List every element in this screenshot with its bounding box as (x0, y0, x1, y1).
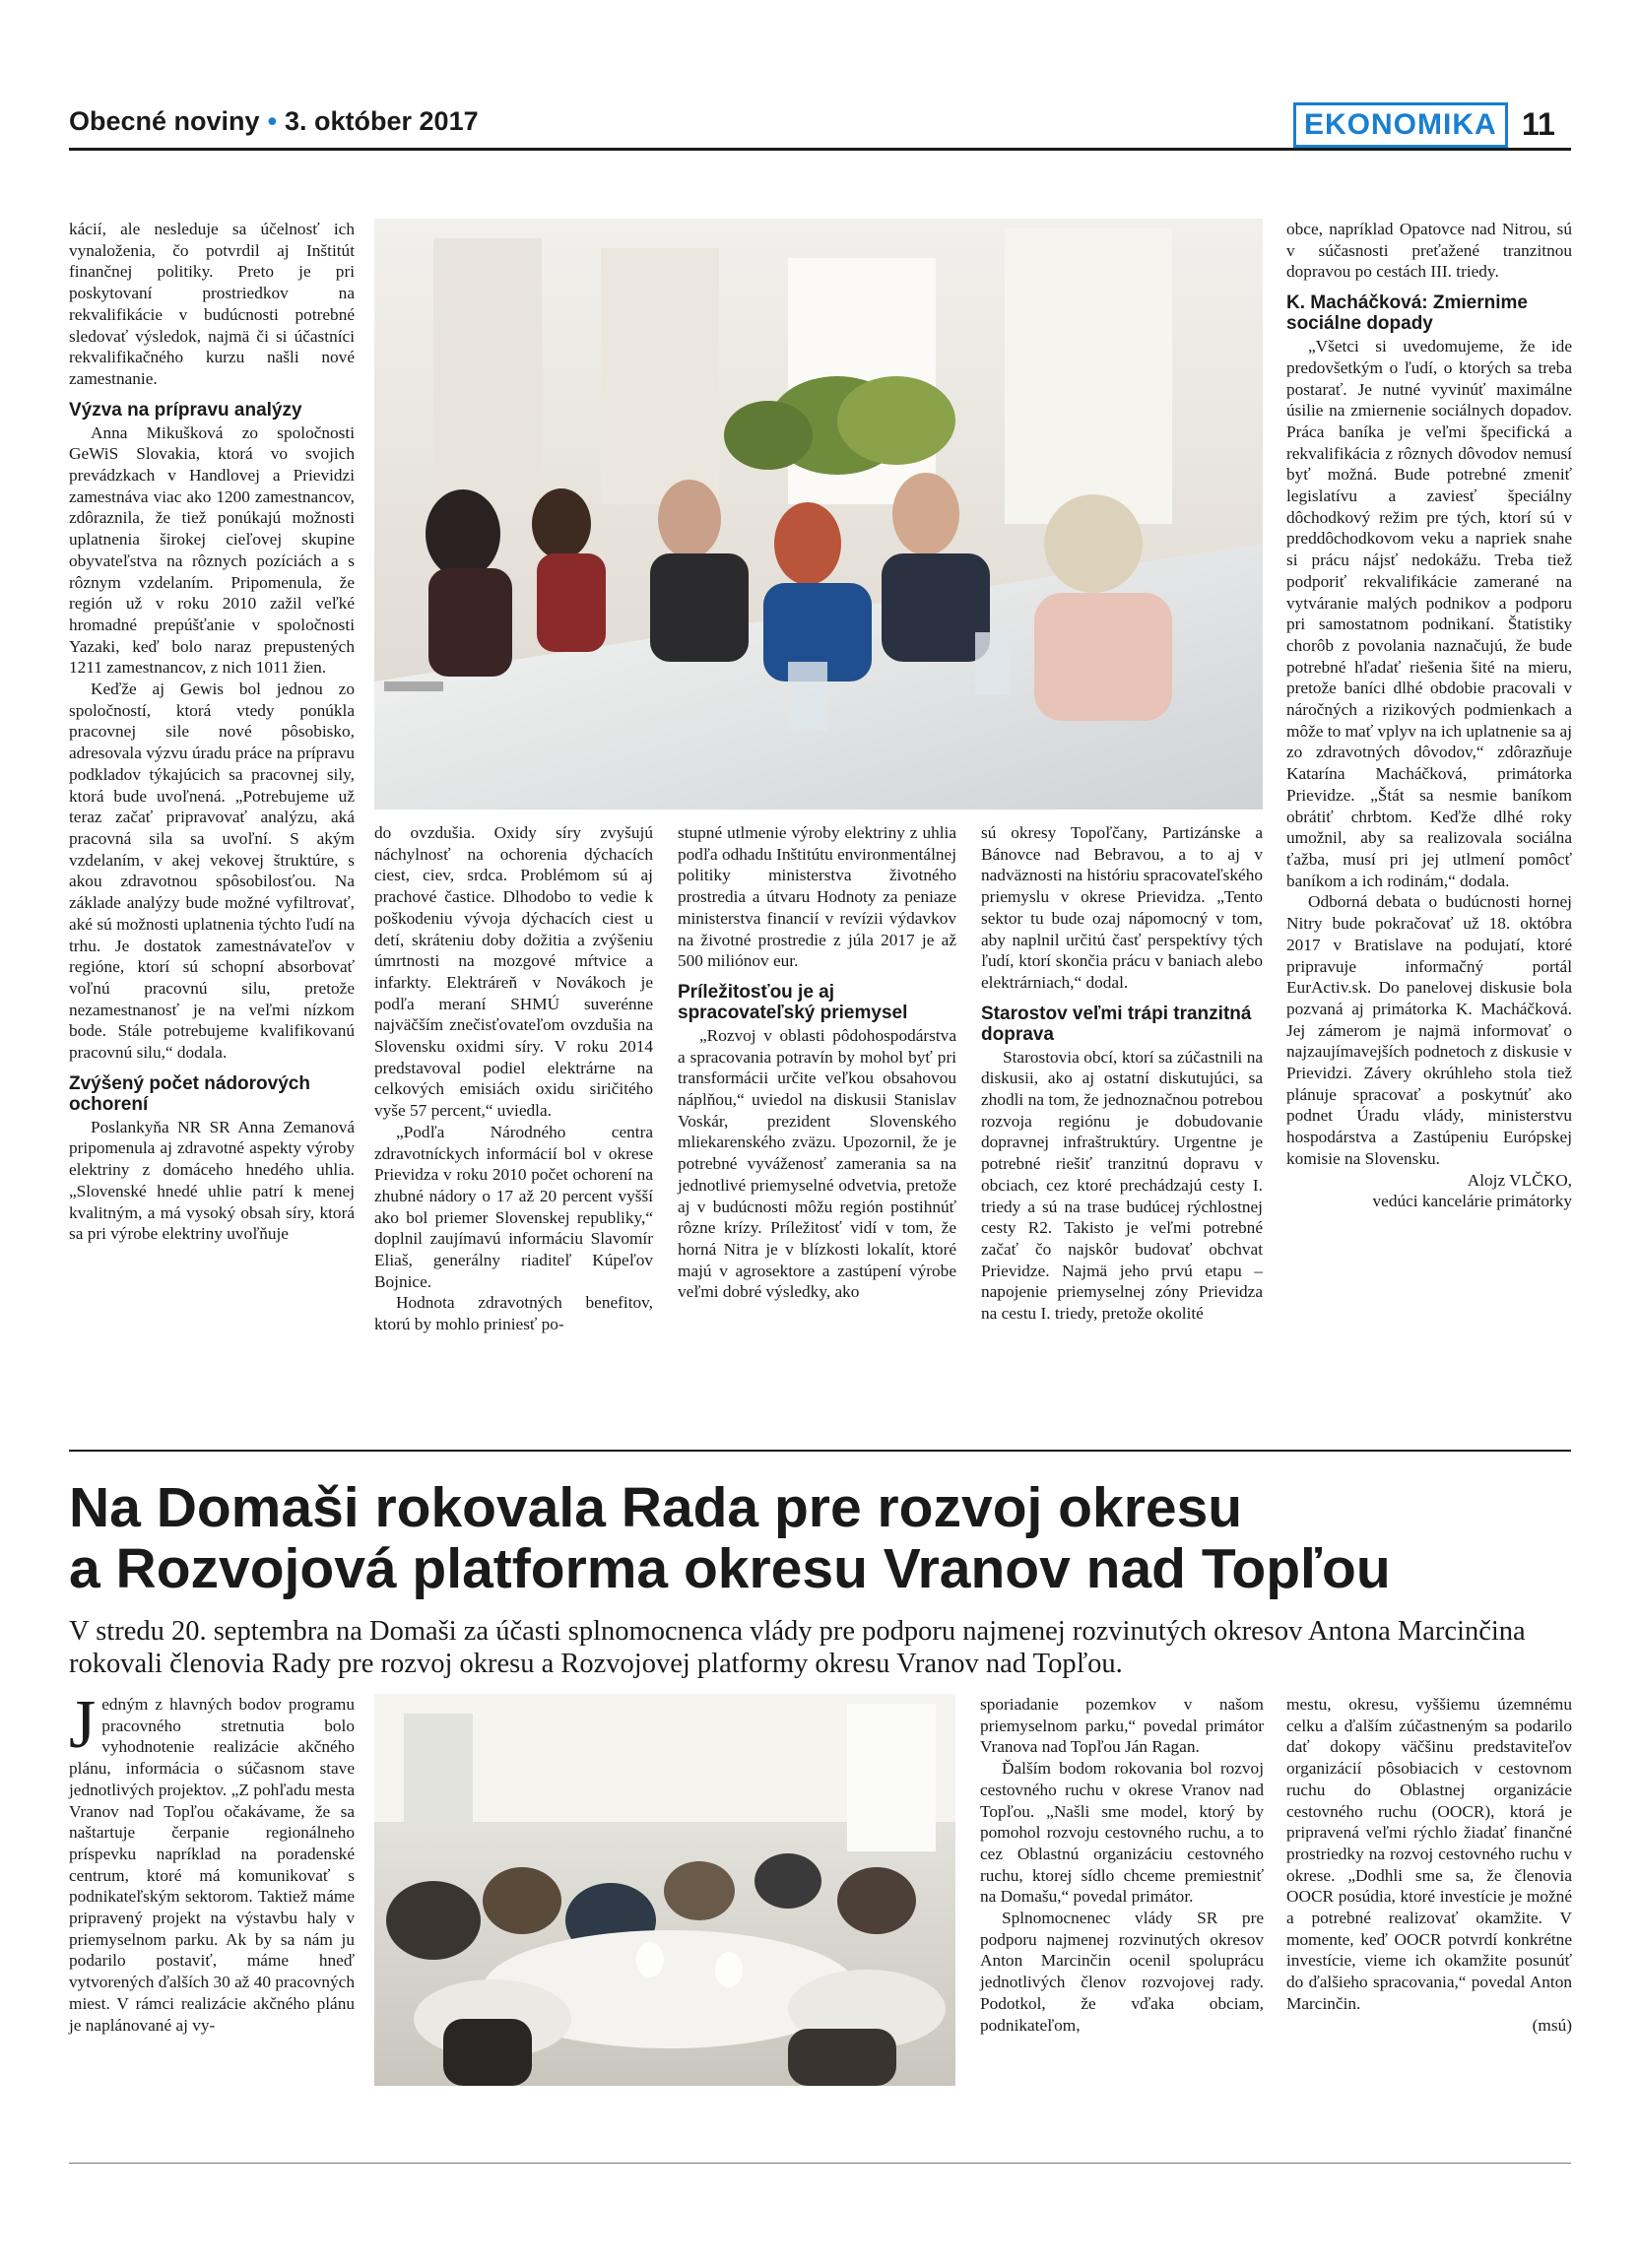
article-headline (69, 1477, 1576, 1599)
paragraph: Odborná debata o budúcnosti hornej Nitry bude pokračovať už 18. októbra 2017 v Bratislave na podujatí, ktoré pripravuje informačný portál EurActiv.sk. Do panelovej diskusie bola pozvaná aj primátorka K. Macháčková. Jej zámerom je najmä informovať o najzaujímavejších podnetoch z diskusie v Prievidzi. Závery okrúhleho stola tiež plánuje spracovať a poskytnúť ako podnet Úradu vlády, ministerstvu hospodárstva a Zastúpeniu Európskej komisie na Slovensku. (1286, 892, 1572, 1168)
subheading: K. Macháčková: Zmiernime sociálne dopady (1286, 292, 1528, 335)
paragraph: obce, napríklad Opatovce nad Nitrou, sú v súčasnosti preťažené tranzitnou dopravou po cestách III. triedy. (1286, 220, 1572, 282)
paragraph: Keďže aj Gewis bol jednou zo spoločností, ktorá vtedy ponúkla pracovnej sile nové pôsobisko, adresovala výzvu úradu práce na prípravu podkladov týkajúcich sa pracovnej sily, ktorá bude uvoľnená. „Potrebujeme už teraz začať pripravovať analýzu, aká pracovná sila sa uvoľní. S akým vzdelaním, v akej vekovej štruktúre, s akou zdravotnou spôsobilosťou. Na základe analýzy bude možné vyfiltrovať, aké sú možnosti uplatnenia týchto ľudí na trhu. Je dostatok zamestnávateľov v regióne, ktorí sú schopní absorbovať voľnú pracovnú silu, pretože nezamestnanosť je na veľmi nízkom bode. Stále potrebujeme kvalifikovanú pracovnú silu,“ dodala. (69, 680, 355, 1063)
paragraph: Splnomocnenec vlády SR pre podporu najmenej rozvinutých okresov Anton Marcinčin ocenil spoluprácu jednotlivých členov rozvojovej rady. Podotkol, že vďaka obciam, podnikateľom, (980, 1909, 1264, 2035)
paragraph: sú okresy Topoľčany, Partizánske a Bánovce nad Bebravou, a to aj v nadväznosti na históriu spracovateľského priemyslu v okrese Prievidza. „Tento sektor tu bude ozaj nápomocný v tom, aby naplnil určitú časť perspektívy tých ľudí, ktorí skončia prácu v baniach alebo elektrárniach,“ dodal. (981, 823, 1263, 992)
article2-column-1 (69, 1687, 355, 2036)
column-4 (981, 822, 1263, 1325)
column-1 (69, 219, 355, 1245)
paragraph: kácií, ale nesleduje sa účelnosť ich vynaloženia, čo potvrdil aj Inštitút finančnej politiky. Preto je pri poskytovaní prostriedkov na rekvalifikácie v budúcnosti potrebné sledovať výsledok, najmä či si účastníci rekvalifikačného kurzu našli nové zamestnanie. (69, 220, 355, 388)
issue-date: 3. október 2017 (285, 106, 479, 136)
section-label: EKONOMIKA (1293, 102, 1508, 148)
headline-line-2: a Rozvojová platforma okresu Vranov nad Topľou (69, 1537, 1391, 1600)
article2-column-3 (1286, 1694, 1572, 2036)
meeting-photo (374, 1694, 955, 2086)
paragraph (69, 1687, 355, 2036)
paragraph: Ďalším bodom rokovania bol rozvoj cestovného ruchu v okrese Vranov nad Topľou. „Našli sme model, ktorý by pomohol rozvoju cestovného ruchu, a to cez Oblastnú organizáciu cestovného ruchu, ktorej sídlo chceme premiestniť na Domašu,“ povedal primátor. (980, 1759, 1264, 1907)
author-role: vedúci kancelárie primátorky (1372, 1192, 1572, 1211)
article-divider (69, 1450, 1571, 1452)
paragraph: „Rozvoj v oblasti pôdohospodárstva a spracovania potravín by mohol byť pri transformácii určite veľkou obsahovou náplňou,“ uviedol na diskusii Stanislav Voskár, prezident Slovenského mliekarenského zväzu. Upozornil, že je potrebné vyváženosť zamerania sa na jednotlivé priemyselné odvetvia, pretože aj v budúcnosti môžu región postihnúť rôzne krízy. Príležitosť vidí v tom, že horná Nitra je v blízkosti lokalít, ktoré majú v agrosektore a zastúpení výrobe veľmi dobré výsledky, ako (678, 1025, 956, 1302)
paragraph: Hodnota zdravotných benefitov, ktorú by mohlo priniesť po- (374, 1293, 653, 1334)
subheading: Príležitosťou je aj spracovateľský priemysel (678, 981, 908, 1023)
paragraph: Starostovia obcí, ktorí sa zúčastnili na diskusii, ako aj ostatní diskutujúci, sa zhodli na tom, že jednoznačnou potrebou rozvoja regiónu je dobudovanie dopravnej infraštruktúry. Urgentne je potrebné riešiť tranzitnú dopravu v obciach, cez ktoré prechádzajú cesty I. triedy a sú na trase budúcej rýchlostnej cesty R2. Takisto je veľmi potrebné začať čo najskôr budovať obchvat Prievidze. Najmä jeho prvú etapu – napojenie priemyselnej zóny Prievidza na cestu I. triedy, pretože okolité (981, 1047, 1263, 1324)
paragraph: do ovzdušia. Oxidy síry zvyšujú náchylnosť na ochorenia dýchacích ciest, ciev, srdca. Problémom sú aj prachové častice. Dlhodobo to vedie k poškodeniu vývoja dýchacích ciest u detí, skráteniu doby dožitia a zvýšeniu úmrtnosti na mozgové mŕtvice a infarkty. Elektráreň v Novákoch je podľa meraní SHMÚ suverénne najväčším znečisťovateľom ovzdušia na Slovensku oxidmi síry. V roku 2014 predstavoval podiel elektrárne na celkových emisiách oxidu siričitého vyše 57 percent,“ uviedla. (374, 823, 653, 1121)
header-rule (69, 148, 1571, 151)
article-lead: V stredu 20. septembra na Domaši za účasti splnomocnenca vlády pre podporu najmenej rozvinutých okresov Antona Marcinčina rokovali členovia Rady pre rozvoj okresu a Rozvojovej platformy okresu Vranov nad Topľou. (69, 1616, 1526, 1679)
author-name: Alojz VLČKO, (1467, 1170, 1572, 1190)
paragraph: „Všetci si uvedomujeme, že ide predovšetkým o ľudí, o ktorých sa treba postarať. Je nutné vyvinúť maximálne úsilie na zmiernenie sociálnych dopadov. Práca baníka je veľmi špecifická a rekvalifikácia z rôznych dôvodov nemusí byť možná. Bude potrebné zmeniť legislatívu a zaviesť špeciálny dôchodkový režim pre tých, ktorí sú v preddôchodkovom veku a napriek snahe si prácu nájsť nedokážu. Treba tiež podporiť rekvalifikácie zamerané na vytváranie malých podnikov a podporu pri samostatnom podnikaní. Štatistiky chorôb z povolania naznačujú, že bude potrebné hľadať riešenia šité na mieru, pretože baníci dlhé obdobie pracovali v náročných a rizikových podmienkach a môže to mať vplyv na ich uplatnenie sa aj zo zdravotných dôvodov,“ zdôrazňuje Katarína Macháčková, primátorka Prievidze. „Štát sa nesmie baníkom obrátiť chrbtom. Keďže dlhé roky umožnil, aby sa realizovala sociálna ťažba, musí pri jej utlmení pomôcť baníkom a ich rodinám,“ dodala. (1286, 337, 1572, 890)
author-initials: (msú) (1532, 2015, 1572, 2035)
subheading: Výzva na prípravu analýzy (69, 399, 302, 421)
paragraph: „Podľa Národného centra zdravotníckych informácií bol v okrese Prievidza v roku 2010 počet ochorení na zhubné nádory o 17 až 20 percent vyšší ako bol priemer Slovenskej republiky,“ doplnil zaujímavú informáciu Slavomír Eliaš, generálny riaditeľ Kúpeľov Bojnice. (374, 1122, 653, 1291)
paragraph: Poslankyňa NR SR Anna Zemanová pripomenula aj zdravotné aspekty výroby elektriny z domáceho hnedého uhlia. „Slovenské hnedé uhlie patrí k menej kvalitným, a má vysoký obsah síry, ktorá sa pri výrobe elektriny uvoľňuje (69, 1117, 355, 1244)
article2-column-2 (980, 1694, 1264, 2036)
column-5 (1286, 219, 1572, 1212)
column-2 (374, 822, 653, 1335)
footer-rule (69, 2163, 1571, 2164)
page-number: 11 (1522, 106, 1555, 142)
paragraph: stupné utlmenie výroby elektriny z uhlia podľa odhadu Inštitútu environmentálnej politiky ministerstva životného prostredia a útvaru Hodnoty za peniaze ministerstva financií v revízii výdavkov na životné prostredie z júla 2017 je až 500 miliónov eur. (678, 823, 956, 971)
conference-photo (374, 219, 1263, 810)
masthead (69, 106, 479, 137)
separator-dot: • (267, 106, 278, 136)
column-3 (678, 822, 956, 1303)
publication-name: Obecné noviny (69, 106, 260, 136)
subheading: Zvýšený počet nádorových ochorení (69, 1072, 310, 1115)
paragraph: mestu, okresu, vyššiemu územnému celku a ďalším zúčastneným sa podarilo dať dokopy väčšinu predstaviteľov organizácií pôsobiacich v cestovnom ruchu do Oblastnej organizácie cestovného ruchu (OOCR), ktorá je pripravená veľmi rýchlo žiadať finančné prostriedky na rozvoj cestovného ruchu v okrese. „Dodhli sme sa, že členovia OOCR posúdia, ktoré investície je možné a potrebné realizovať okamžite. V momente, keď OOCR potvrdí konkrétne investície, vieme ich okamžite posunúť do ďalšieho spracovania,“ povedal Anton Marcinčin. (1286, 1695, 1572, 2013)
drop-cap: J (69, 1687, 97, 1763)
paragraph-text: edným z hlavných bodov programu pracovného stretnutia bolo vyhodnotenie realizácie akčného plánu, informácia o súčasnom stave jednotlivých projektov. „Z pohľadu mesta Vranov nad Topľou očakávame, že sa naštartuje čerpanie regionálneho príspevku napríklad na poradenské centrum, ktoré má komunikovať s podnikateľským sektorom. Taktiež máme pripravený projekt na výstavbu haly v priemyselnom parku. Ak by sa nám ju podarilo postaviť, máme hneď vytvorených ďalších 30 až 40 pracovných miest. V rámci realizácie akčného plánu je naplánované aj vy- (69, 1695, 355, 2035)
paragraph: Anna Mikušková zo spoločnosti GeWiS Slovakia, ktorá vo svojich prevádzkach v Handlovej a Prievidzi zamestnáva viac ako 1200 zamestnancov, zdôraznila, že tiež ponúkajú možnosti uplatnenia širokej cieľovej skupine obyvateľstva na rôznych pozíciách a s rôznym vzdelaním. Pripomenula, že región už v roku 2010 zažil veľké hromadné prepúšťanie v spoločnosti Yazaki, keď bolo naraz prepustených 1211 zamestnancov, z nich 1011 žien. (69, 422, 355, 678)
headline-line-1: Na Domaši rokovala Rada pre rozvoj okresu (69, 1476, 1243, 1539)
subheading: Starostov veľmi trápi tranzitná doprava (981, 1003, 1252, 1045)
paragraph: sporiadanie pozemkov v našom priemyselnom parku,“ povedal primátor Vranova nad Topľou Ján Ragan. (980, 1695, 1264, 1757)
